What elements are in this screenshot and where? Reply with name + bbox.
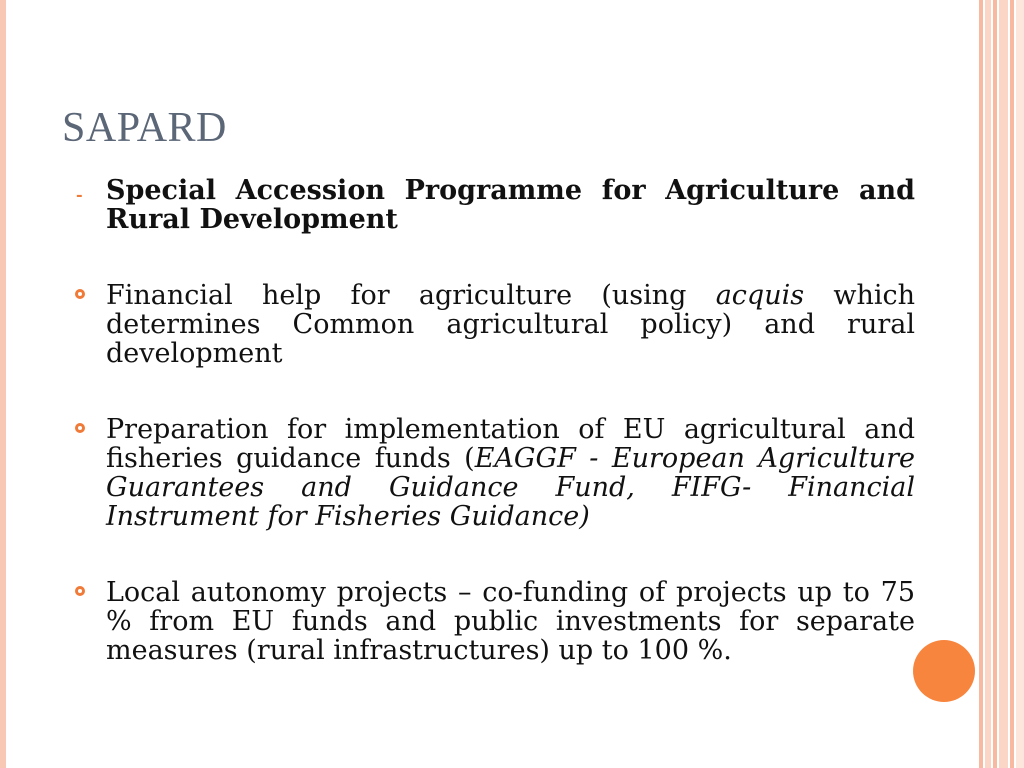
- bullet-text: Financial help for agriculture (using: [106, 280, 716, 311]
- ring-bullet-icon: [75, 586, 85, 596]
- right-border-stripe: [979, 0, 983, 768]
- bullet-emphasis: acquis: [715, 280, 805, 311]
- bullet-list: [72, 176, 915, 665]
- dash-bullet-icon: -: [76, 185, 83, 204]
- slide-title: SAPARD: [62, 105, 227, 151]
- bullet-emphasis: EAGGF - European Agriculture Guarantees and Guidance Fund, FIFG- Financial Instrument for Fisheries Guidance): [106, 443, 915, 532]
- decorative-circle: [913, 640, 975, 702]
- right-border-stripe: [999, 0, 1008, 768]
- ring-bullet-icon: [75, 423, 85, 433]
- list-item: [72, 176, 915, 234]
- left-border-line: [0, 0, 6, 768]
- right-border-stripe: [1016, 0, 1024, 768]
- list-item: [72, 415, 915, 531]
- bullet-text: Preparation for implementation of EU agricultural and fisheries guidance funds (: [106, 414, 915, 474]
- right-border-stripe: [985, 0, 991, 768]
- bullet-text: which determines Common agricultural policy) and rural development: [106, 280, 915, 369]
- right-border-stripe: [1010, 0, 1014, 768]
- bullet-text: Special Accession Programme for Agriculture and Rural Development: [106, 175, 915, 235]
- list-item: [72, 578, 915, 665]
- ring-bullet-icon: [75, 289, 85, 299]
- right-border-stripe: [993, 0, 997, 768]
- bullet-text: Local autonomy projects – co-funding of projects up to 75 % from EU funds and public investments for separate measures (rural infrastructures) up to 100 %.: [106, 577, 915, 666]
- list-item: [72, 281, 915, 368]
